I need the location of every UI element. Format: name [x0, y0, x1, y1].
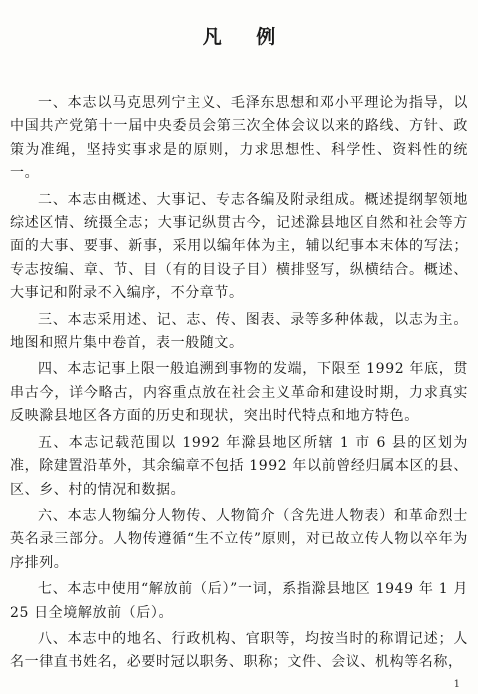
paragraph-6: 六、本志人物编分人物传、人物简介（含先进人物表）和革命烈士英名录三部分。人物传遵循“生不立传”原则，对已故立传人物以卒年为序排列。	[10, 507, 468, 571]
paragraph-4: 四、本志记事上限一般追溯到事物的发端，下限至 1992 年底，贯串古今，详今略古，内容重点放在社会主义革命和建设时期，力求真实反映滁县地区各方面的历史和现状，突出时代特点和地方特色。	[10, 361, 468, 425]
page-number: 1	[453, 679, 460, 690]
document-body	[10, 92, 468, 678]
paragraph-8: 八、本志中的地名、行政机构、官职等，均按当时的称谓记述；人名一律直书姓名，必要时冠以职务、职称；文件、会议、机构等名称，	[10, 630, 468, 671]
paragraph-2: 二、本志由概述、大事记、专志各编及附录组成。概述提纲挈领地综述区情、统摄全志；大事记纵贯古今，记述滁县地区自然和社会等方面的大事、要事、新事，采用以编年体为主，辅以纪事本末体的写法；专志按编、章、节、目（有的目设子目）横排竖写，纵横结合。概述、大事记和附录不入编序，不分章节。	[10, 191, 468, 302]
paragraph-3: 三、本志采用述、记、志、传、图表、录等多种体裁，以志为主。地图和照片集中卷首，表一般随文。	[10, 311, 468, 352]
paragraph-7: 七、本志中使用“解放前（后）”一词，系指滁县地区 1949 年 1 月 25 日全境解放前（后）。	[10, 581, 468, 621]
paragraph-5: 五、本志记载范围以 1992 年滁县地区所辖 1 市 6 县的区划为准，除建置沿革外，其余编章不包括 1992 年以前曾经归属本区的县、区、乡、村的情况和数据。	[10, 434, 468, 498]
paragraph-1: 一、本志以马克思列宁主义、毛泽东思想和邓小平理论为指导，以中国共产党第十一届中央委员会第三次全体会议以来的路线、方针、政策为准绳，坚持实事求是的原则，力求思想性、科学性、资料性的统一。	[10, 95, 468, 182]
page-title: 凡 例	[202, 26, 290, 48]
